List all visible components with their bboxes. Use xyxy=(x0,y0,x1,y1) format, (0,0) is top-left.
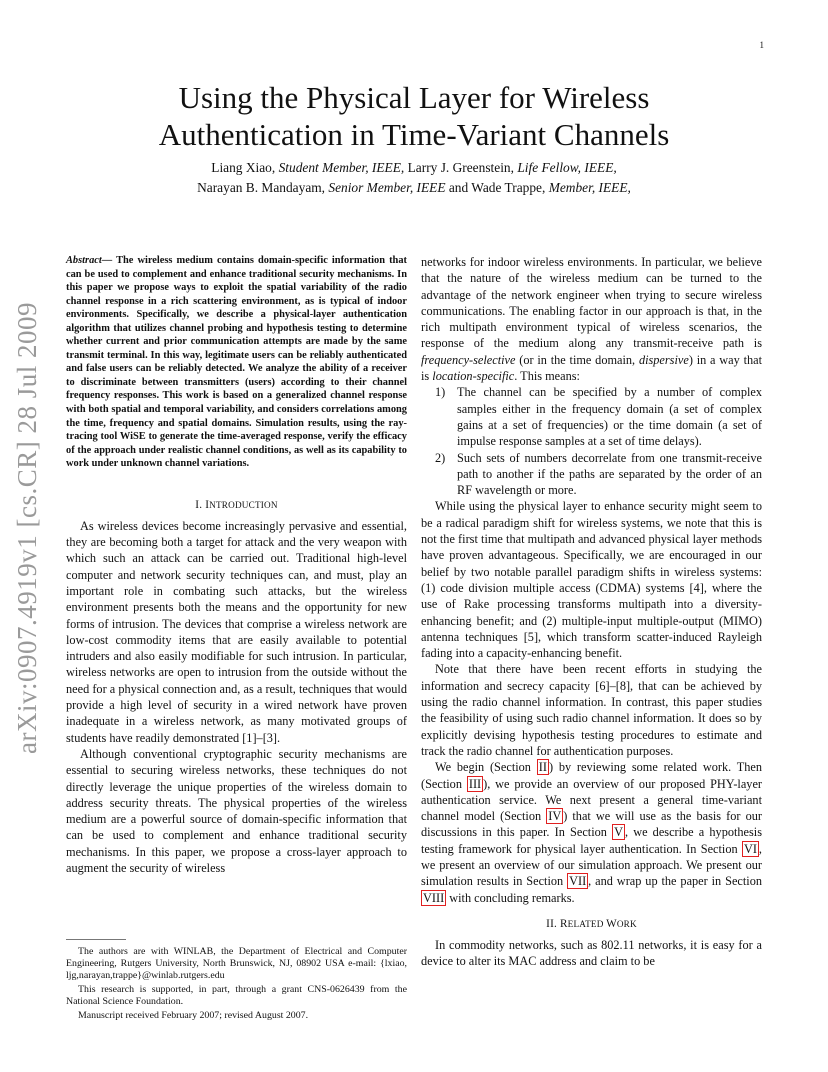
title-line-2: Authentication in Time-Variant Channels xyxy=(158,117,670,152)
section-heading-related-work: II. RELATED WORK xyxy=(546,917,637,930)
property-list xyxy=(421,384,762,498)
abstract-label: Abstract xyxy=(66,255,102,266)
page-number: 1 xyxy=(759,40,764,50)
related-paragraph-1: In commodity networks, such as 802.11 networks, it is easy for a device to alter its MAC address and claim to be xyxy=(421,937,762,969)
author-line-1 xyxy=(0,158,828,178)
section-link-iv[interactable]: IV xyxy=(548,809,562,824)
section-link-vi[interactable]: VI xyxy=(743,841,757,856)
author-role: Life Fellow, IEEE, xyxy=(517,160,617,175)
title-line-1: Using the Physical Layer for Wireless xyxy=(178,80,650,115)
section-link-viii[interactable]: VIII xyxy=(423,890,445,905)
right-paragraph-1: networks for indoor wireless environments. In particular, we believe that the nature of the wireless medium can be turned to the advantage of the network engineer when trying to secure wireless communications. The enabling factor in our approach is that, in the rich multipath environment typical of wireless scenarios, the response of the medium along any transmit-receive path is frequency-selective (or in the time domain, dispersive) in a way that is location-specific. This means: xyxy=(421,255,763,384)
author-name: and Wade Trappe, xyxy=(445,180,549,195)
section-link-v[interactable]: V xyxy=(614,825,623,840)
author-role: Student Member, IEEE, xyxy=(278,160,405,175)
footnote-funding: This research is supported, in part, through a grant CNS-0626439 from the National Science Foundation. xyxy=(66,983,407,1007)
footnote-divider xyxy=(66,939,126,940)
left-column xyxy=(66,254,407,876)
list-item: 2) Such sets of numbers decorrelate from one transmit-receive path to another if the paths are separated by the order of an RF wavelength or more. xyxy=(435,450,762,498)
footnote-manuscript: Manuscript received February 2007; revised August 2007. xyxy=(78,1009,309,1021)
arxiv-id: arXiv:0907.4919v1 [cs.CR] 28 Jul 2009 xyxy=(12,302,42,754)
abstract-text: — The wireless medium contains domain-specific information that can be used to complement and enhance traditional security mechanisms. In this paper we propose ways to exploit the spatial variability of the radio channel response in a rich scattering environment, as is typical of indoor environments. Specifically, we describe a physical-layer authentication algorithm that utilizes channel probing and hypothesis testing to determine whether current and prior communication attempts are made by the same transmit terminal. In this way, legitimate users can be reliably authenticated and false users can be reliably detected. We analyze the ability of a receiver to discriminate between transmitters (users) according to their channel frequency responses. This work is based on a generalized channel response with both spatial and temporal variability, and considers correlations among the time, frequency and spatial domains. Simulation results, using the ray-tracing tool WiSE to generate the time-averaged response, verify the efficacy of the approach under realistic channel conditions, as well as its capability to work under unknown channel variations. xyxy=(66,255,407,470)
author-list xyxy=(0,158,828,198)
section-link-vii[interactable]: VII xyxy=(569,874,587,889)
author-line-2 xyxy=(0,178,828,198)
author-role: Member, IEEE, xyxy=(548,180,631,195)
intro-paragraph-2: Although conventional cryptographic security mechanisms are essential to securing wireless networks, these techniques do not directly leverage the unique properties of the wireless domain to address security threats. The physical properties of the wireless medium are a powerful source of domain-specific information that can be used to complement and enhance traditional security mechanisms. In this paper, we propose a cross-layer approach to augment the security of wireless xyxy=(66,746,407,875)
footnote-affiliation: The authors are with WINLAB, the Department of Electrical and Computer Engineering, Rutgers University, North Brunswick, NJ, 08902 USA e-mail: {lxiao, ljg,narayan,trappe}@winlab.rutgers.edu xyxy=(66,946,407,981)
author-name: Liang Xiao, xyxy=(211,160,279,175)
abstract xyxy=(66,254,407,471)
intro-paragraph-1: As wireless devices become increasingly pervasive and essential, they are becoming both a target for attack and the very weapon with which such an attack can be carried out. Traditional high-level computer and network security techniques can, and must, play an important role in combating such attacks, but the wireless environment presents both the means and the opportunity for new forms of intrusion. The devices that comprise a wireless network are low-cost commodity items that are easily available to potential intruders and also easily modifiable for such intrusion. In particular, wireless networks are open to intrusion from the outside without the need for a physical connection and, as a result, techniques that would provide a high level of security in a wired network have proven inadequate in a wireless network, as many motivated groups of students have readily demonstrated [1]–[3]. xyxy=(66,518,407,745)
author-name: Narayan B. Mandayam, xyxy=(197,180,329,195)
right-paragraph-outline: We begin (Section II ) by reviewing some related work. Then (Section III ), we provide an overview of our proposed PHY-layer authentication service. We next present a general time-variant channel model (Section IV ) that we will use as the basis for our discussions in this paper. In Section V , we describe a hypothesis testing framework for physical layer authentication. In Section VI , we present an overview of our simulation approach. We present our simulation results in Section VII , and wrap up the paper in Section VIII with concluding remarks. xyxy=(421,760,762,905)
author-role: Senior Member, IEEE xyxy=(328,180,446,195)
section-link-iii[interactable]: III xyxy=(468,776,482,791)
right-column xyxy=(421,254,762,969)
section-link-ii[interactable]: II xyxy=(538,760,547,775)
paper-title xyxy=(0,79,828,153)
right-paragraph-2: While using the physical layer to enhance security might seem to be a radical paradigm shift for wireless systems, we note that this is not the first time that multipath and advanced physical layer methods have proven advantageous. Specifically, we are encouraged in our belief by two notable parallel paradigm shifts in wireless systems: (1) code division multiple access (CDMA) systems [4], where the use of Rake processing transforms multipath into a diversity-enhancing benefit; and (2) multiple-input multiple-output (MIMO) antenna techniques [5], which transform scatter-induced Rayleigh fading into a capacity-enhancing benefit. xyxy=(421,499,762,661)
right-paragraph-3: Note that there have been recent efforts in studying the information and secrecy capacity [6]–[8], that can be achieved by using the radio channel information. In contrast, this paper studies the feasibility of using such radio channel information. It does so by explicitly devising hypothesis testing procedures to estimate and track the radio channel for authentication purposes. xyxy=(421,662,762,758)
footnotes xyxy=(66,939,407,1023)
author-name: Larry J. Greenstein, xyxy=(404,160,518,175)
section-heading-introduction: I. INTRODUCTION xyxy=(195,498,278,511)
list-item: 1) The channel can be specified by a number of complex samples either in the frequency domain (a set of complex gains at a set of frequencies) or the time domain (a set of impulse response samples at a set of time delays). xyxy=(435,385,762,449)
